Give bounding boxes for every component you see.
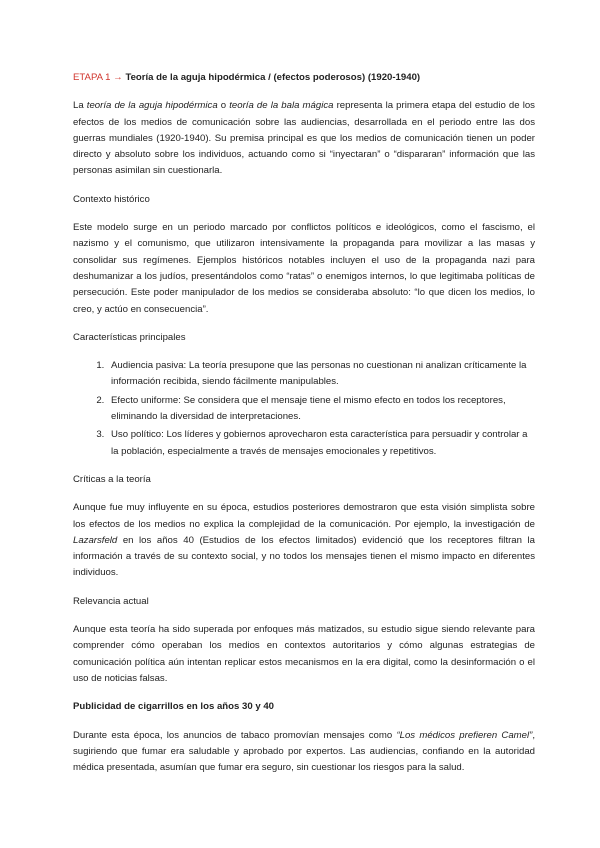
features-title: Características principales	[73, 331, 186, 343]
cigarettes-title: Publicidad de cigarrillos en los años 30 y 40	[73, 701, 275, 713]
relevance-paragraph: Aunque esta teoría ha sido superada por enfoques más matizados, su estudio sigue siendo relevante para comprender cómo operaban los medios en contextos autoritarios y cómo algunas estrategias de comunicación política aún intentan replicar estos mecanismos en la era digital, como la desinformación o el uso de noticias falsas.	[73, 624, 535, 684]
criticism-italic-name: Lazarsfeld	[73, 534, 118, 546]
context-paragraph: Este modelo surge en un periodo marcado por conflictos políticos e ideológicos, como el fascismo, el nazismo y el comunismo, que utilizaron intensivamente la propaganda para movilizar a las masas y consolidar sus regímenes. Ejemplos históricos notables incluyen el uso de la propaganda nazi para deshumanizar a los judíos, presentándolos como “ratas” o enemigos internos, lo que legitimaba políticas de persecución. Este poder manipulador de los medios se consideraba absoluto: “lo que dicen los medios, lo creo, y actúo en consecuencia”.	[73, 222, 535, 315]
intro-italic-term-2: teoría de la bala mágica	[229, 100, 334, 112]
list-item: 3. Uso político: Los líderes y gobiernos aprovecharon esta característica para persuadir y controlar a la población, especialmente a través de mensajes emocionales y repetitivos.	[107, 427, 535, 460]
cigarettes-italic-quote: “Los médicos prefieren Camel”	[396, 729, 533, 741]
stage-tag: ETAPA 1 →	[73, 72, 123, 83]
intro-text-mid: o	[217, 100, 230, 112]
intro-italic-term-1: teoría de la aguja hipodérmica	[86, 100, 218, 112]
relevance-title: Relevancia actual	[73, 595, 149, 607]
cigarettes-text-post: , sugiriendo que fumar era saludable y aprobado por expertos. Las audiencias, confiando en la autoridad médica presentada, asumían que fumar era seguro, sin cuestionar los riesgos para la salud.	[73, 729, 535, 774]
list-item: 1. Audiencia pasiva: La teoría presupone que las personas no cuestionan ni analizan críticamente la información recibida, siendo fácilmente manipulables.	[107, 358, 535, 391]
intro-paragraph	[73, 98, 535, 179]
features-list	[73, 358, 535, 460]
criticism-paragraph	[73, 500, 535, 581]
list-item: 2. Efecto uniforme: Se considera que el mensaje tiene el mismo efecto en todos los receptores, eliminando la diversidad de interpretaciones.	[107, 393, 535, 426]
intro-text-pre: La	[73, 100, 87, 112]
context-title: Contexto histórico	[73, 193, 150, 205]
criticism-text-pre: Aunque fue muy influyente en su época, estudios posteriores demostraron que esta visión simplista sobre los efectos de los medios no explica la complejidad de la comunicación. Por ejemplo, la investigación de	[73, 502, 535, 530]
cigarettes-text-pre: Durante esta época, los anuncios de tabaco promovían mensajes como	[73, 729, 397, 741]
heading-title: Teoría de la aguja hipodérmica / (efectos poderosos) (1920-1940)	[125, 72, 421, 83]
section-heading	[73, 70, 535, 86]
criticism-text-post: en los años 40 (Estudios de los efectos limitados) evidenció que los receptores filtran la información a través de su contexto social, y no todos los mensajes tienen el mismo impacto en diferentes individuos.	[73, 534, 535, 579]
cigarettes-paragraph	[73, 728, 535, 777]
intro-text-post: representa la primera etapa del estudio de los efectos de los medios de comunicación sobre las audiencias, desarrollada en el periodo entre las dos guerras mundiales (1920-1940). Su premisa principal es que los medios de comunicación tienen un poder directo y absoluto sobre los individuos, actuando como si “inyectaran” o “dispararan” información que las personas asimilan sin cuestionarla.	[73, 100, 535, 177]
criticism-title: Críticas a la teoría	[73, 473, 151, 485]
document-body	[73, 70, 535, 788]
